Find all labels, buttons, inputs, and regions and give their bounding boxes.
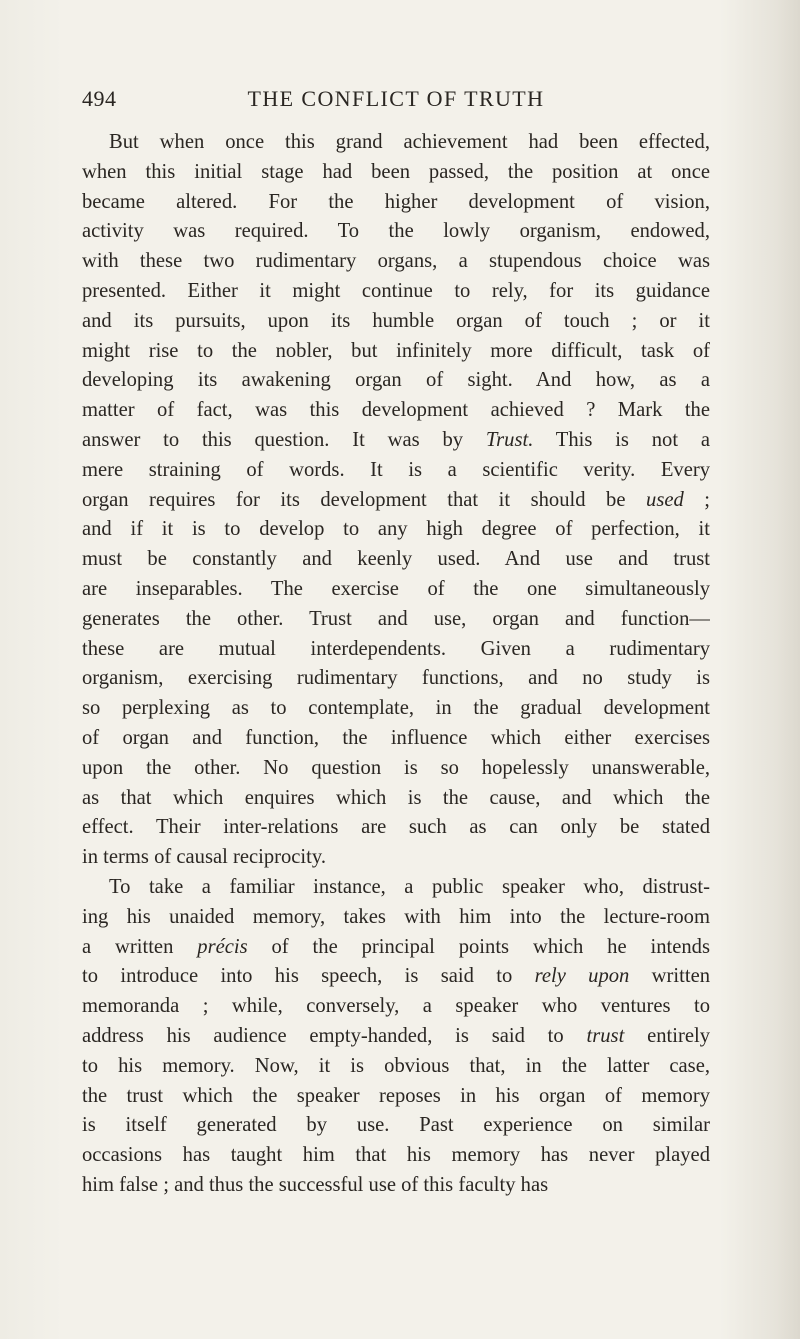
- text-line: is itself generated by use. Past experience on similar: [82, 1114, 710, 1137]
- text-line: [82, 426, 710, 456]
- text-line: matter of fact, was this development achieved ? Mark the: [82, 399, 710, 422]
- text-line: so perplexing as to contemplate, in the gradual development: [82, 697, 710, 720]
- text-segment: organ requires for its development that it should be: [82, 488, 647, 511]
- italic-term: trust: [586, 1024, 625, 1047]
- text-line: when this initial stage had been passed, the position at once: [82, 160, 710, 183]
- text-segment: answer to this question. It was by: [82, 428, 486, 451]
- text-segment: a written: [82, 935, 198, 958]
- text-line: the trust which the speaker reposes in his organ of memory: [82, 1084, 710, 1107]
- text-segment: ;: [683, 488, 710, 511]
- text-line: developing its awakening organ of sight. And how, as a: [82, 369, 710, 392]
- text-line: generates the other. Trust and use, organ and function—: [82, 607, 710, 630]
- text-line: organism, exercising rudimentary functions, and no study is: [82, 667, 710, 690]
- text-line: and if it is to develop to any high degree of perfection, it: [82, 518, 710, 541]
- text-line: activity was required. To the lowly organism, endowed,: [82, 220, 710, 243]
- text-line: But when once this grand achievement had been effected,: [109, 131, 710, 153]
- text-line: ing his unaided memory, takes with him into the lecture-room: [82, 905, 710, 928]
- text-line: [82, 486, 710, 516]
- text-line: [82, 933, 710, 963]
- text-line: in terms of causal reciprocity.: [82, 846, 326, 869]
- text-line: with these two rudimentary organs, a stupendous choice was: [82, 250, 710, 273]
- text-segment: entirely: [624, 1024, 710, 1047]
- body-text: [82, 128, 710, 1201]
- text-line: to his memory. Now, it is obvious that, in the latter case,: [82, 1054, 710, 1077]
- text-line: [82, 962, 710, 992]
- text-segment: This is not a: [533, 428, 710, 451]
- italic-term: Trust.: [485, 428, 534, 451]
- text-line: occasions has taught him that his memory has never played: [82, 1144, 710, 1167]
- text-line: To take a familiar instance, a public speaker who, distrust-: [109, 875, 710, 898]
- text-line: of organ and function, the influence which either exercises: [82, 726, 710, 749]
- text-line: mere straining of words. It is a scientific verity. Every: [82, 458, 710, 481]
- italic-term: used: [646, 488, 684, 511]
- text-line: might rise to the nobler, but infinitely more difficult, task of: [82, 339, 710, 362]
- text-line: these are mutual interdependents. Given a rudimentary: [82, 637, 710, 660]
- text-segment: written: [629, 965, 710, 988]
- running-title: THE CONFLICT OF TRUTH: [247, 86, 545, 111]
- italic-term: rely upon: [534, 965, 630, 988]
- text-line: [82, 1022, 710, 1052]
- text-line: presented. Either it might continue to rely, for its guidance: [82, 279, 710, 302]
- text-line: effect. Their inter-relations are such as can only be stated: [82, 816, 710, 839]
- text-segment: to introduce into his speech, is said to: [82, 965, 535, 988]
- text-line: became altered. For the higher development of vision,: [82, 190, 710, 213]
- page-number: 494: [82, 86, 117, 111]
- italic-term: précis: [197, 935, 248, 958]
- text-line: upon the other. No question is so hopelessly unanswerable,: [82, 756, 710, 779]
- text-line: memoranda ; while, conversely, a speaker who ventures to: [82, 995, 710, 1018]
- running-head: [82, 86, 710, 116]
- text-line: as that which enquires which is the cause, and which the: [82, 786, 710, 809]
- text-line: are inseparables. The exercise of the one simultaneously: [82, 577, 710, 600]
- text-segment: address his audience empty-handed, is said to: [82, 1024, 587, 1047]
- text-line: and its pursuits, upon its humble organ of touch ; or it: [82, 309, 710, 332]
- text-line: must be constantly and keenly used. And use and trust: [82, 548, 710, 571]
- text-line: him false ; and thus the successful use of this faculty has: [82, 1173, 549, 1196]
- text-segment: of the principal points which he intends: [247, 935, 710, 958]
